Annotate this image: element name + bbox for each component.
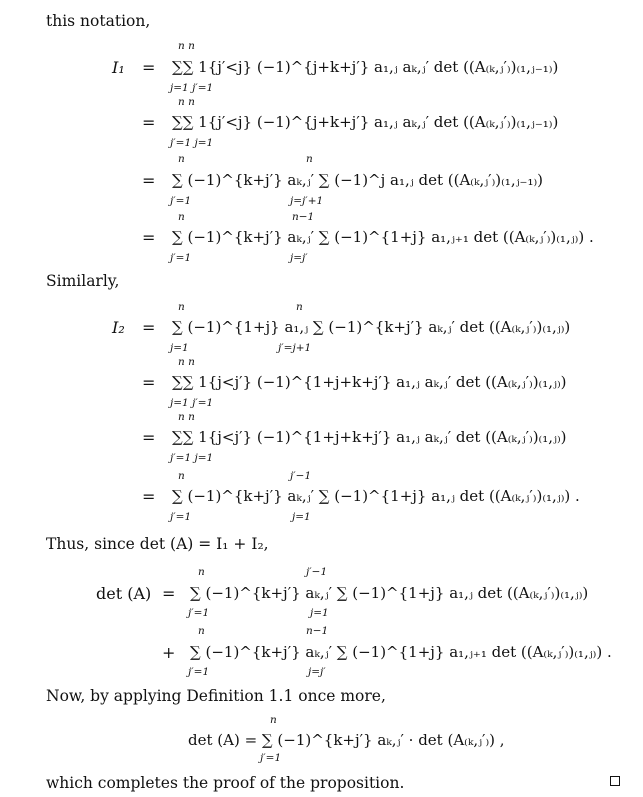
equals-sign: = xyxy=(142,228,156,247)
sum-lower-limit: j′=1 xyxy=(170,511,192,523)
sum-upper-limit: n n xyxy=(178,40,195,52)
formula-line: ∑∑ 1{j′<j} (−1)^{j+k+j′} a₁,ⱼ aₖ,ⱼ′ det ((A₍ₖ,ⱼ′₎)₍₁,ⱼ₋₁₎) xyxy=(172,113,559,131)
equals-sign: = xyxy=(142,428,156,447)
sum-lower-limit: j=j′ xyxy=(290,252,308,264)
sum-lower-limit: j=j′+1 xyxy=(290,195,324,207)
sum-lower-limit: j=1 j′=1 xyxy=(170,397,214,409)
formula-line: ∑ (−1)^{k+j′} aₖ,ⱼ′ ∑ (−1)^{1+j} a₁,ⱼ₊₁ det ((A₍ₖ,ⱼ′₎)₍₁,ⱼ₎) . xyxy=(172,228,594,246)
formula-line: ∑∑ 1{j<j′} (−1)^{1+j+k+j′} a₁,ⱼ aₖ,ⱼ′ det ((A₍ₖ,ⱼ′₎)₍₁,ⱼ₎) xyxy=(172,428,567,446)
formula-line: ∑ (−1)^{1+j} a₁,ⱼ ∑ (−1)^{k+j′} aₖ,ⱼ′ det ((A₍ₖ,ⱼ′₎)₍₁,ⱼ₎) xyxy=(172,318,571,336)
sum-lower-limit: j′=j+1 xyxy=(278,342,312,354)
sum-upper-limit: n n xyxy=(178,411,195,423)
paragraph-intro: this notation, xyxy=(46,12,151,30)
formula-line: ∑ (−1)^{k+j′} aₖ,ⱼ′ ∑ (−1)^{1+j} a₁,ⱼ₊₁ det ((A₍ₖ,ⱼ′₎)₍₁,ⱼ₎) . xyxy=(190,643,612,661)
sum-upper-limit: n xyxy=(178,301,185,313)
sum-upper-limit: j′−1 xyxy=(290,470,312,482)
formula-line: det (A) = ∑ (−1)^{k+j′} aₖ,ⱼ′ · det (A₍ₖ,ⱼ′₎) , xyxy=(188,731,505,749)
sum-upper-limit: n xyxy=(198,566,205,578)
equals-sign: = xyxy=(142,318,156,337)
paragraph-closing: which completes the proof of the proposition. xyxy=(46,774,405,792)
sum-lower-limit: j=1 xyxy=(292,511,311,523)
sum-upper-limit: n n xyxy=(178,96,195,108)
paragraph-now: Now, by applying Definition 1.1 once more, xyxy=(46,687,386,705)
sum-upper-limit: n xyxy=(178,211,185,223)
paragraph-thus: Thus, since det (A) = I₁ + I₂, xyxy=(46,535,269,553)
equals-sign: = xyxy=(142,487,156,506)
lhs-i1: I₁ xyxy=(112,58,125,77)
sum-upper-limit: n xyxy=(178,470,185,482)
formula-line: ∑ (−1)^{k+j′} aₖ,ⱼ′ ∑ (−1)^{1+j} a₁,ⱼ det ((A₍ₖ,ⱼ′₎)₍₁,ⱼ₎) . xyxy=(172,487,580,505)
formula-line: ∑∑ 1{j<j′} (−1)^{1+j+k+j′} a₁,ⱼ aₖ,ⱼ′ det ((A₍ₖ,ⱼ′₎)₍₁,ⱼ₎) xyxy=(172,373,567,391)
lhs-det-a: det (A) xyxy=(96,584,152,603)
sum-upper-limit: j′−1 xyxy=(306,566,328,578)
sum-lower-limit: j′=1 xyxy=(188,607,210,619)
formula-line: ∑ (−1)^{k+j′} aₖ,ⱼ′ ∑ (−1)^j a₁,ⱼ det ((A₍ₖ,ⱼ′₎)₍₁,ⱼ₋₁₎) xyxy=(172,171,544,189)
sum-upper-limit: n−1 xyxy=(292,211,315,223)
sum-upper-limit: n xyxy=(296,301,303,313)
sum-upper-limit: n xyxy=(198,625,205,637)
formula-line: ∑ (−1)^{k+j′} aₖ,ⱼ′ ∑ (−1)^{1+j} a₁,ⱼ det ((A₍ₖ,ⱼ′₎)₍₁,ⱼ₎) xyxy=(190,584,589,602)
formula-line: ∑∑ 1{j′<j} (−1)^{j+k+j′} a₁,ⱼ aₖ,ⱼ′ det ((A₍ₖ,ⱼ′₎)₍₁,ⱼ₋₁₎) xyxy=(172,58,559,76)
equals-sign: = xyxy=(142,113,156,132)
lhs-i2: I₂ xyxy=(112,318,125,337)
sum-lower-limit: j′=1 xyxy=(188,666,210,678)
plus-sign: + xyxy=(162,643,176,662)
sum-upper-limit: n xyxy=(270,714,277,726)
sum-upper-limit: n−1 xyxy=(306,625,329,637)
qed-square-icon xyxy=(610,776,620,786)
sum-lower-limit: j=1 xyxy=(310,607,329,619)
sum-lower-limit: j′=1 xyxy=(260,752,282,764)
sum-lower-limit: j′=1 j=1 xyxy=(170,452,214,464)
sum-lower-limit: j=1 xyxy=(170,342,189,354)
sum-upper-limit: n xyxy=(306,153,313,165)
sum-upper-limit: n n xyxy=(178,356,195,368)
equals-sign: = xyxy=(142,373,156,392)
sum-lower-limit: j′=1 xyxy=(170,195,192,207)
equals-sign: = xyxy=(142,58,156,77)
sum-lower-limit: j′=1 xyxy=(170,252,192,264)
paragraph-similarly: Similarly, xyxy=(46,272,120,290)
sum-lower-limit: j=1 j′=1 xyxy=(170,82,214,94)
sum-upper-limit: n xyxy=(178,153,185,165)
sum-lower-limit: j=j′ xyxy=(308,666,326,678)
equals-sign: = xyxy=(162,584,176,603)
equals-sign: = xyxy=(142,171,156,190)
sum-lower-limit: j′=1 j=1 xyxy=(170,137,214,149)
